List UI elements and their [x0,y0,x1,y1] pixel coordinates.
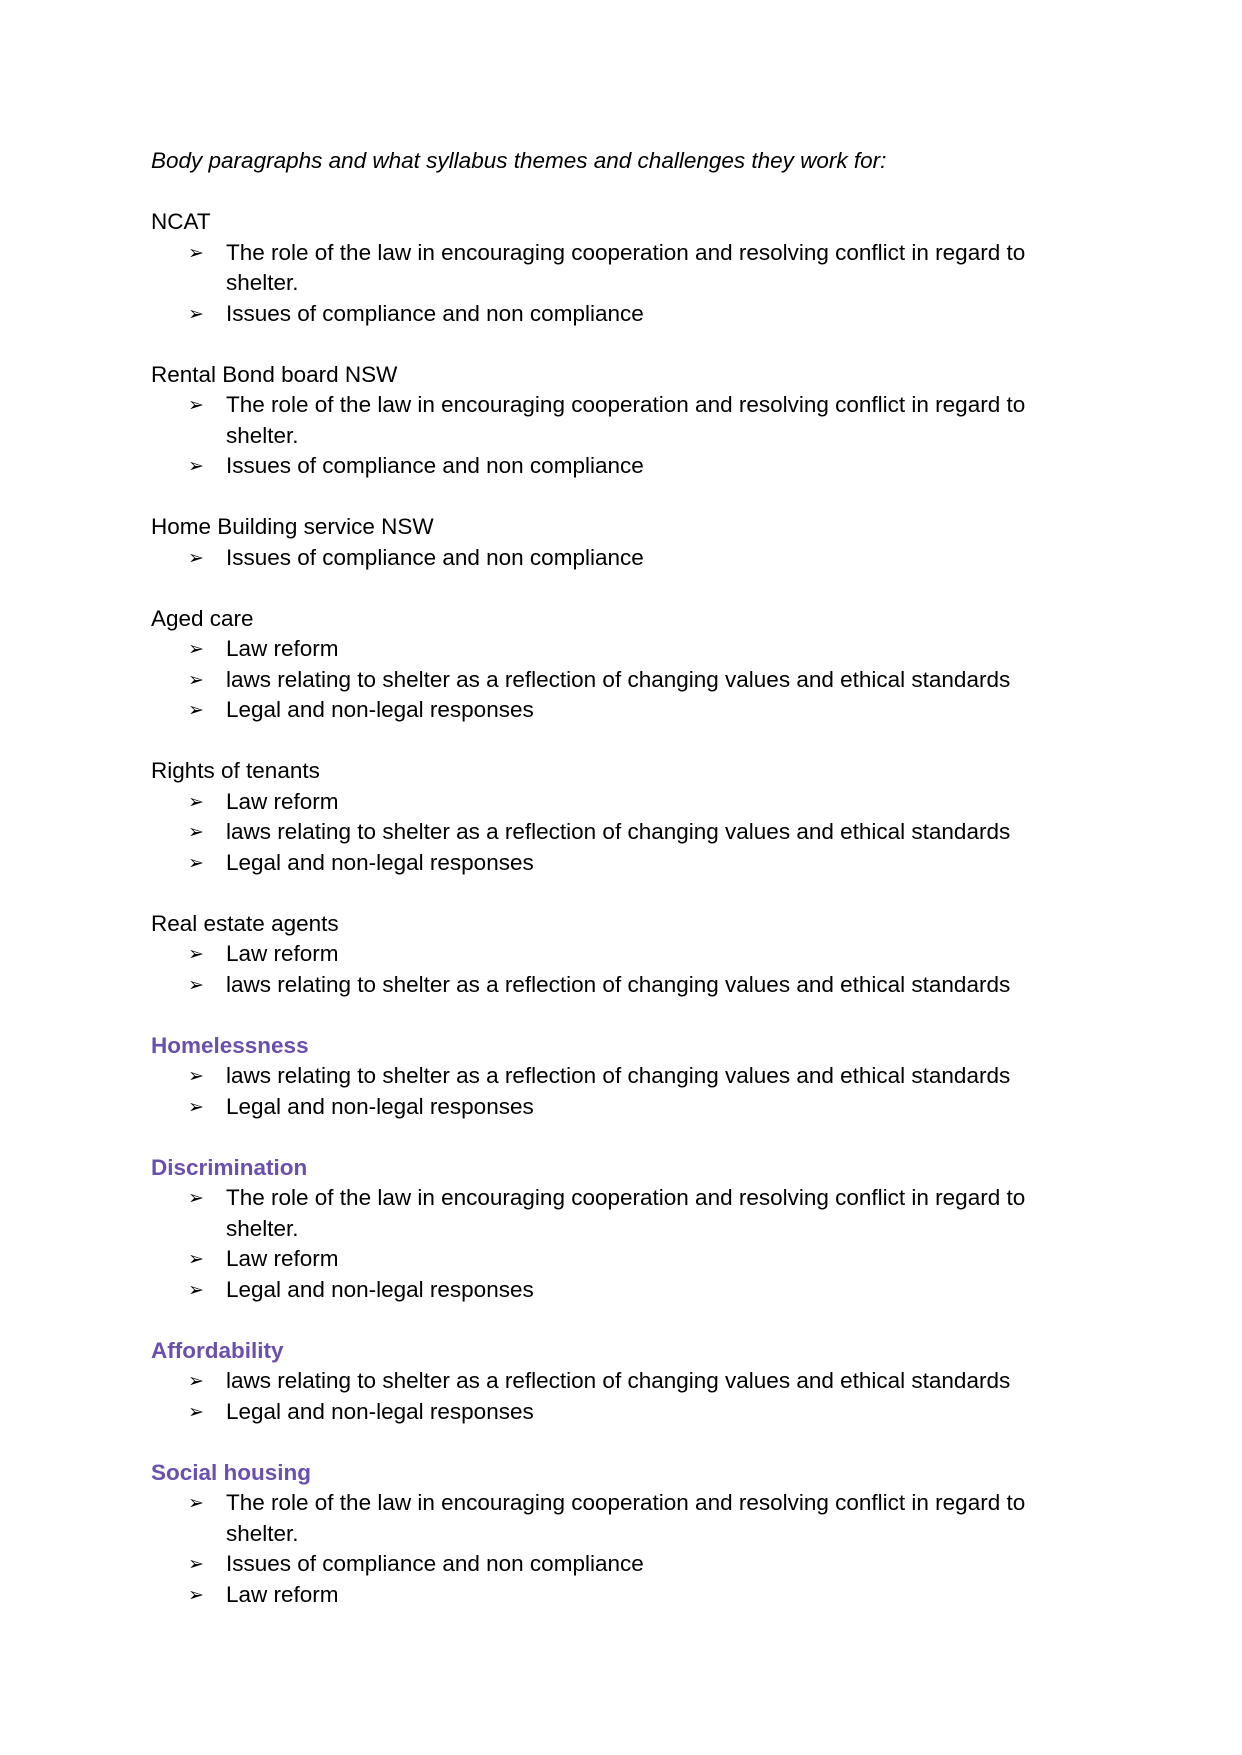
arrow-bullet-icon: ➢ [188,1583,204,1606]
list-item [151,390,1071,451]
section [151,909,1071,1001]
arrow-bullet-icon: ➢ [188,973,204,996]
bullet-list [151,1488,1071,1610]
list-item [151,1244,1071,1275]
list-item-text: Law reform [226,941,339,966]
list-item [151,634,1071,665]
arrow-bullet-icon: ➢ [188,394,204,416]
arrow-bullet-icon: ➢ [188,1278,204,1301]
list-item [151,451,1071,482]
list-item-text: The role of the law in encouraging cooperation and resolving conflict in regard to shelter. [226,1490,1026,1546]
section-heading: Home Building service NSW [151,514,434,539]
list-item-text: Law reform [226,1246,339,1271]
section [151,1458,1071,1611]
sections-container [151,207,1071,1610]
arrow-bullet-icon: ➢ [188,241,204,264]
list-item [151,238,1071,299]
list-item [151,695,1071,726]
bullet-list [151,390,1071,482]
list-item [151,1275,1071,1306]
arrow-bullet-icon: ➢ [188,1400,204,1423]
list-item [151,848,1071,879]
list-item-text: Issues of compliance and non compliance [226,453,644,478]
bullet-list [151,1366,1071,1427]
list-item [151,970,1071,1001]
list-item [151,1183,1071,1244]
arrow-bullet-icon: ➢ [188,638,204,660]
list-item-text: Law reform [226,788,339,814]
arrow-bullet-icon: ➢ [188,821,204,843]
section-heading: Affordability [151,1337,284,1363]
section-heading: NCAT [151,209,211,234]
list-item [151,1549,1071,1580]
section-heading: Social housing [151,1459,312,1485]
arrow-bullet-icon: ➢ [188,1248,204,1270]
list-item [151,939,1071,970]
intro-text: Body paragraphs and what syllabus themes and challenges they work for: [151,148,887,173]
section [151,207,1071,329]
section-heading: Rights of tenants [151,758,320,783]
list-item [151,543,1071,574]
section [151,1153,1071,1306]
arrow-bullet-icon: ➢ [188,790,204,813]
section-heading: Aged care [151,605,254,631]
bullet-list [151,634,1071,726]
list-item-text: Issues of compliance and non compliance [226,544,644,570]
bullet-list [151,543,1071,574]
list-item [151,1061,1071,1092]
arrow-bullet-icon: ➢ [188,1187,204,1209]
bullet-list [151,1061,1071,1122]
list-item [151,1580,1071,1611]
list-item-text: Legal and non-legal responses [226,1276,534,1302]
arrow-bullet-icon: ➢ [188,546,204,569]
arrow-bullet-icon: ➢ [188,1065,204,1087]
list-item [151,299,1071,330]
document-page [151,146,1071,1641]
list-item-text: laws relating to shelter as a reflection of changing values and ethical standards [226,819,1011,844]
list-item [151,787,1071,818]
list-item [151,1397,1071,1428]
arrow-bullet-icon: ➢ [188,455,204,477]
list-item-text: The role of the law in encouraging cooperation and resolving conflict in regard to shelter. [226,392,1026,448]
section-heading: Homelessness [151,1032,309,1058]
list-item [151,1092,1071,1123]
arrow-bullet-icon: ➢ [188,943,204,965]
list-item-text: laws relating to shelter as a reflection of changing values and ethical standards [226,971,1011,997]
section-heading: Discrimination [151,1154,308,1180]
section [151,1031,1071,1123]
arrow-bullet-icon: ➢ [188,302,204,325]
list-item-text: laws relating to shelter as a reflection of changing values and ethical standards [226,1063,1011,1088]
list-item-text: laws relating to shelter as a reflection of changing values and ethical standards [226,666,1011,692]
section [151,1336,1071,1428]
list-item-text: Law reform [226,1581,339,1607]
section [151,360,1071,482]
list-item-text: Legal and non-legal responses [226,849,534,875]
arrow-bullet-icon: ➢ [188,851,204,874]
arrow-bullet-icon: ➢ [188,1370,204,1392]
list-item [151,1488,1071,1549]
bullet-list [151,1183,1071,1305]
list-item-text: Legal and non-legal responses [226,1398,534,1424]
list-item-text: laws relating to shelter as a reflection of changing values and ethical standards [226,1368,1011,1393]
section-heading: Real estate agents [151,910,339,936]
section-heading: Rental Bond board NSW [151,361,398,387]
section [151,756,1071,878]
list-item-text: Legal and non-legal responses [226,697,534,722]
list-item-text: Issues of compliance and non compliance [226,1551,644,1576]
arrow-bullet-icon: ➢ [188,668,204,691]
list-item [151,665,1071,696]
list-item [151,817,1071,848]
list-item-text: The role of the law in encouraging cooperation and resolving conflict in regard to shelter. [226,1185,1026,1241]
section [151,512,1071,573]
arrow-bullet-icon: ➢ [188,1095,204,1118]
list-item [151,1366,1071,1397]
arrow-bullet-icon: ➢ [188,1492,204,1514]
arrow-bullet-icon: ➢ [188,1553,204,1575]
arrow-bullet-icon: ➢ [188,699,204,721]
list-item-text: Issues of compliance and non compliance [226,300,644,326]
bullet-list [151,939,1071,1000]
bullet-list [151,238,1071,330]
list-item-text: The role of the law in encouraging cooperation and resolving conflict in regard to shelter. [226,239,1026,295]
list-item-text: Legal and non-legal responses [226,1093,534,1119]
bullet-list [151,787,1071,879]
list-item-text: Law reform [226,636,339,661]
section [151,604,1071,726]
